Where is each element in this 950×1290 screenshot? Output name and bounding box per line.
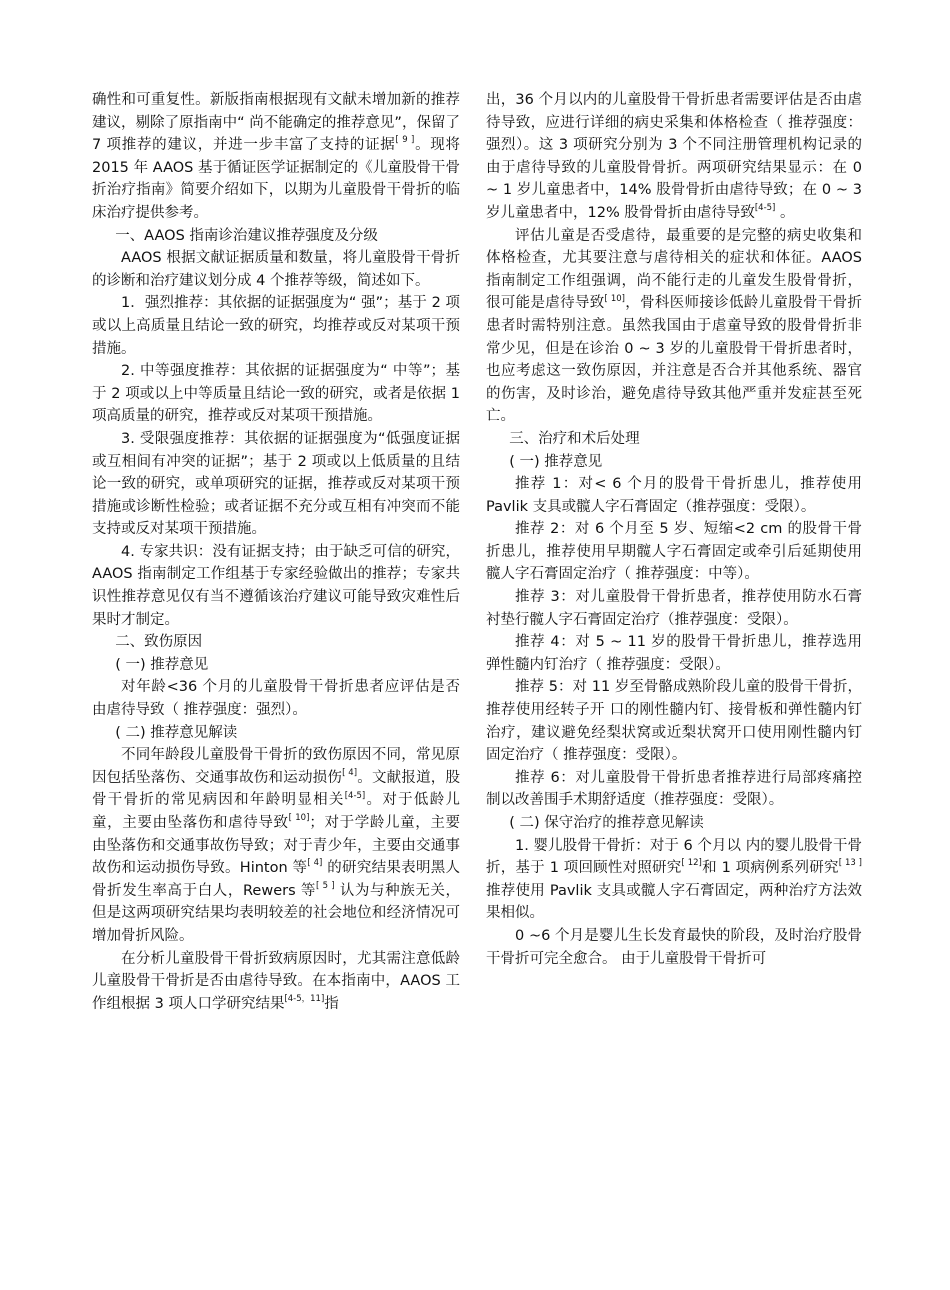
paragraph: 1．强烈推荐：其依据的证据强度为“ 强”；基于 2 项或以上高质量且结论一致的研究，均推荐或反对某项干预措施。 bbox=[92, 295, 460, 357]
paragraph: 出，36 个月以内的儿童股骨干骨折患者需要评估是否由虐待导致，应进行详细的病史采集和体格检查（ 推荐强度：强烈）。这 3 项研究分别为 3 个不同注册管理机构记录的由于虐待导致的儿童股骨骨折。两项研究结果显示：在 0 ~ 1 岁儿童患者中，14% 股骨骨折由虐待导致；在 0 ~ 3 岁儿童患者中，12% 股骨骨折由虐待导致[4-5] 。 bbox=[486, 92, 862, 221]
section-heading: 一、AAOS 指南诊治建议推荐强度及分级 bbox=[115, 227, 378, 244]
subsection-heading: ( 一) 推荐意见 bbox=[509, 453, 603, 470]
right-column bbox=[486, 89, 862, 970]
citation: [4-5，11] bbox=[284, 993, 325, 1004]
paragraph: 评估儿童是否受虐待，最重要的是完整的病史收集和体格检查，尤其要注意与虐待相关的症状和体征。AAOS 指南制定工作组强调，尚不能行走的儿童发生股骨骨折，很可能是虐待导致[ 10]，骨科医师接诊低龄儿童股骨干骨折患者时需特别注意。虽然我国由于虐童导致的股骨骨折非常少见，但是在诊治 0 ~ 3 岁的儿童股骨干骨折患者时，也应考虑这一致伤原因，并注意是否合并其他系统、器官的伤害，及时诊治，避免虐待导致其他严重并发症甚至死亡。 bbox=[486, 227, 863, 425]
citation: [4-5] bbox=[344, 790, 366, 801]
citation: [ 4] bbox=[342, 767, 358, 778]
recommendation-2: 推荐 2：对 6 个月至 5 岁、短缩<2 cm 的股骨干骨折患儿，推荐使用早期髋人字石膏固定或牵引后延期使用髋人字石膏固定治疗（ 推荐强度：中等）。 bbox=[486, 521, 862, 583]
citation: [ 5 ] bbox=[315, 880, 335, 891]
paragraph: 2. 中等强度推荐：其依据的证据强度为“ 中等”；基于 2 项或以上中等质量且结论一致的研究，或者是依据 1 项高质量的研究，推荐或反对某项干预措施。 bbox=[92, 363, 460, 425]
subsection-heading: ( 二) 保守治疗的推荐意见解读 bbox=[509, 815, 704, 831]
recommendation-5: 推荐 5：对 11 岁至骨骼成熟阶段儿童的股骨干骨折，推荐使用经转子开 口的刚性髓内钉、接骨板和弹性髓内钉治疗，建议避免经梨状窝或近梨状窝开口使用刚性髓内钉固定治疗（ 推荐强度：受限）。 bbox=[486, 679, 862, 764]
paragraph: 4. 专家共识：没有证据支持；由于缺乏可信的研究，AAOS 指南制定工作组基于专家经验做出的推荐；专家共识性推荐意见仅有当不遵循该治疗建议可能导致灾难性后果时才制定。 bbox=[92, 543, 460, 628]
paragraph: 确性和可重复性。新版指南根据现有文献未增加新的推荐建议，剔除了原指南中“ 尚不能确定的推荐意见”，保留了 7 项推荐的建议，并进一步丰富了支持的证据[ 9 ]。现将 2015 年 AAOS 基于循证医学证据制定的《儿童股骨干骨折治疗指南》简要介绍如下，以期为儿童股骨干骨折的临床治疗提供参考。 bbox=[92, 92, 460, 221]
citation: [ 13 ] bbox=[838, 858, 862, 869]
subsection-heading: ( 二) 推荐意见解读 bbox=[115, 724, 238, 741]
paragraph: 对年龄<36 个月的儿童股骨干骨折患者应评估是否由虐待导致（ 推荐强度：强烈）。 bbox=[92, 679, 460, 719]
citation: [ 4] bbox=[307, 858, 323, 869]
paragraph: 0 ~6 个月是婴儿生长发育最快的阶段，及时治疗股骨干骨折可完全愈合。 由于儿童股骨干骨折可 bbox=[486, 927, 862, 967]
paragraph: 3. 受限强度推荐：其依据的证据强度为“低强度证据或互相间有冲突的证据”；基于 2 项或以上低质量的且结论一致的研究，或单项研究的证据，推荐或反对某项干预措施或诊断性检验；或者证据不充分或互相有冲突而不能支持或反对某项干预措施。 bbox=[92, 430, 460, 538]
citation: [ 9 ] bbox=[395, 135, 415, 146]
paragraph: 不同年龄段儿童股骨干骨折的致伤原因不同，常见原因包括坠落伤、交通事故伤和运动损伤[ 4]。文献报道，股骨干骨折的常见病因和年龄明显相关[4-5]。对于低龄儿童，主要由坠落伤和虐待导致[ 10]；对于学龄儿童，主要由坠落伤和交通事故伤导致；对于青少年，主要由交通事故伤和运动损伤导致。Hinton 等[ 4] 的研究结果表明黑人骨折发生率高于白人，Rewers 等[ 5 ] 认为与种族无关，但是这两项研究结果均表明较差的社会地位和经济情况可增加骨折风险。 bbox=[92, 747, 461, 944]
paragraph: 在分析儿童股骨干骨折致病原因时，尤其需注意低龄儿童股骨干骨折是否由虐待导致。在本指南中，AAOS 工作组根据 3 项人口学研究结果[4-5，11]指 bbox=[92, 950, 460, 1012]
citation: [ 10] bbox=[288, 813, 310, 824]
citation: [ 10] bbox=[604, 293, 625, 304]
left-column bbox=[92, 89, 460, 1015]
recommendation-3: 推荐 3：对儿童股骨干骨折患者，推荐使用防水石膏衬垫行髋人字石膏固定治疗（推荐强度：受限）。 bbox=[486, 589, 862, 628]
recommendation-1: 推荐 1：对< 6 个月的股骨干骨折患儿，推荐使用 Pavlik 支具或髋人字石膏固定（推荐强度：受限）。 bbox=[486, 476, 862, 515]
paragraph: AAOS 根据文献证据质量和数量，将儿童股骨干骨折的诊断和治疗建议划分成 4 个推荐等级，简述如下。 bbox=[92, 250, 460, 289]
recommendation-6: 推荐 6：对儿童股骨干骨折患者推荐进行局部疼痛控制以改善围手术期舒适度（推荐强度：受限）。 bbox=[486, 769, 862, 809]
citation: [4-5] bbox=[754, 203, 776, 214]
recommendation-4: 推荐 4：对 5 ~ 11 岁的股骨干骨折患儿，推荐选用弹性髓内钉治疗（ 推荐强度：受限）。 bbox=[486, 634, 862, 673]
section-heading: 二、致伤原因 bbox=[115, 634, 203, 651]
paragraph: 1. 婴儿股骨干骨折：对于 6 个月以 内的婴儿股骨干骨折，基于 1 项回顾性对照研究[ 12]和 1 项病例系列研究[ 13 ] 推荐使用 Pavlik 支具或髋人字石膏固定，两种治疗方法效果相似。 bbox=[486, 837, 862, 922]
section-heading: 三、治疗和术后处理 bbox=[509, 430, 640, 447]
citation: [ 12] bbox=[681, 858, 702, 869]
subsection-heading: ( 一) 推荐意见 bbox=[115, 656, 209, 673]
